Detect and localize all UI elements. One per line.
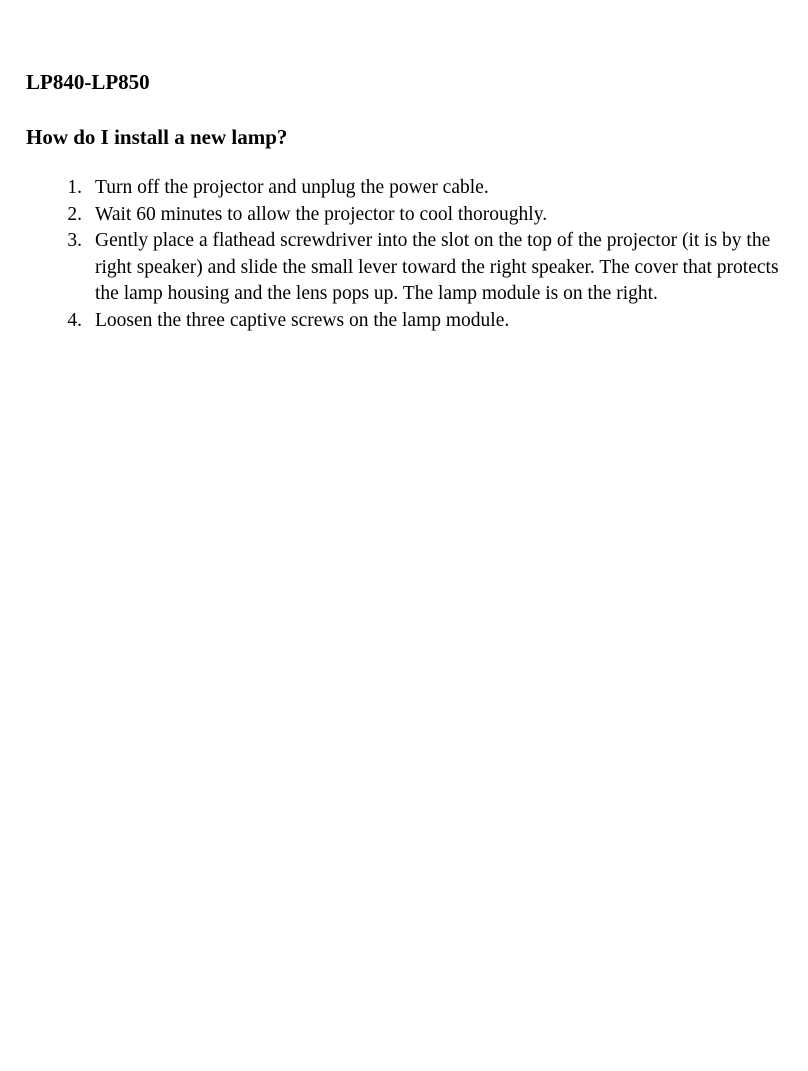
- question-heading: How do I install a new lamp?: [26, 125, 288, 149]
- model-title: LP840-LP850: [26, 70, 150, 94]
- list-item: [56, 202, 796, 229]
- step-text: Loosen the three captive screws on the lamp module.: [95, 309, 510, 331]
- list-item: [56, 228, 796, 308]
- step-number: 1.: [67, 177, 82, 198]
- step-number: 3.: [67, 230, 82, 252]
- instruction-list: [56, 175, 796, 335]
- list-item: [56, 308, 796, 335]
- step-text: Turn off the projector and unplug the power cable.: [95, 177, 489, 198]
- step-number: 2.: [67, 203, 82, 225]
- step-text: Wait 60 minutes to allow the projector to cool thoroughly.: [95, 203, 548, 225]
- list-item: [56, 175, 796, 202]
- step-number: 4.: [67, 309, 82, 331]
- step-text: Gently place a flathead screwdriver into the slot on the top of the projector (it is by the right speaker) and slide the small lever toward the right speaker. The cover that protects the lamp housing and the lens pops up. The lamp module is on the right.: [95, 230, 779, 305]
